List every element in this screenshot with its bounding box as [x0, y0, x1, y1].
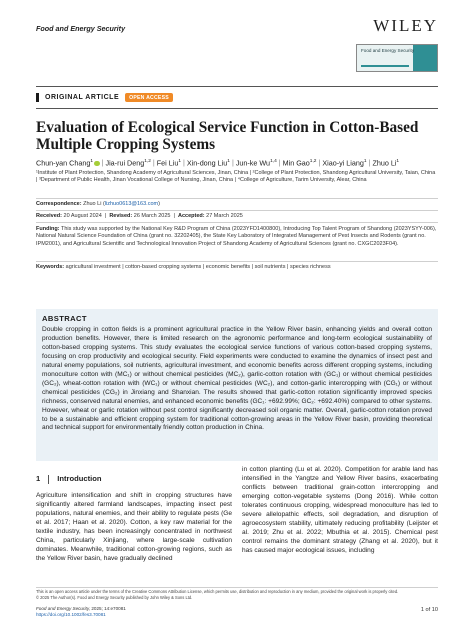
received-date: 20 August 2024 [63, 213, 102, 219]
author-name[interactable]: Chun-yan Chang [36, 158, 91, 168]
article-type-marker [36, 93, 39, 102]
open-access-badge: OPEN ACCESS [125, 93, 173, 102]
author-affiliation-marker: 1 [178, 159, 182, 164]
wiley-logo[interactable]: WILEY [373, 16, 438, 35]
section-number: 1 [36, 474, 41, 484]
accepted-date: 27 March 2025 [206, 213, 243, 219]
funding-label: Funding: [36, 226, 60, 232]
author-affiliation-marker: 1,4 [270, 159, 277, 164]
divider [36, 198, 438, 199]
abstract-heading: ABSTRACT [42, 314, 87, 323]
body-column-left [36, 475, 232, 564]
abstract-box [36, 309, 438, 461]
author-separator: | [368, 158, 371, 168]
keywords-label: Keywords: [36, 264, 65, 270]
author-name[interactable]: Min Gao [282, 158, 310, 168]
cover-decoration [361, 65, 409, 67]
author-name[interactable]: Xiao-yi Liang [322, 158, 364, 168]
author-affiliation-marker: 1 [90, 159, 94, 164]
page-number: 1 of 10 [420, 607, 438, 613]
keywords [36, 264, 438, 271]
correspondence-close: ) [158, 201, 160, 207]
divider [36, 261, 438, 262]
license-text: This is an open access article under the terms of the Creative Commons Attribution License, which permits use, distribution and reproduction in any medium, provided the original work is properly cited. [36, 589, 399, 594]
article-type-label: ORIGINAL ARTICLE [45, 94, 120, 101]
author-name[interactable]: Zhuo Li [372, 158, 397, 168]
received-label: Received: [36, 213, 62, 219]
author-separator: | [101, 158, 104, 168]
header-rule [36, 86, 438, 87]
revised-date: 26 March 2025 [133, 213, 171, 219]
footer-rule [36, 587, 438, 588]
section-heading-introduction [36, 475, 232, 484]
author-affiliation-marker: 1 [363, 159, 367, 164]
copyright-text: © 2025 The Author(s). Food and Energy Security published by John Wiley & Sons Ltd. [36, 594, 193, 600]
article-dates: Received: 20 August 2024 | Revised: 26 March 2025 | Accepted: 27 March 2025 [36, 213, 243, 219]
introduction-paragraph-right: in cotton planting (Lu et al. 2020). Competition for arable land has intensified in the Yangtze and Yellow River basins, exacerbating conflicts between traditional grain-cotton intercropping and emerging cotton-vegetable systems (Dong 2016). While cotton tolerates continuous cropping, widespread monoculture has led to severe allelopathic effects, soil degradation, and disruption of agroecosystem stability, ultimately reducing profitability (Leijster et al. 2019; Zhu et al. 2022; Mbuthia et al. 2015). Chemical pest control remains the dominant strategy (Zhang et al. 2020), but it has caused major ecological issues, including [242, 466, 438, 554]
funding-text: This study was supported by the National Key R&D Program of China (2023YFD1400800), Introducing Top Talent Program of Shandong (2023YSYY-006), National Natural Science Foundation of China (grant no. 32202405), the State Key Laboratory of Integrated Management of Pest Insects and Rodents (grant no. IPM2001), and Agricultural Scientific and Technological Innovation Project of Shandong Academy of Agricultural Sciences (grant no. CXGC2023F04). [36, 226, 437, 247]
author-separator: | [278, 158, 281, 168]
citation-volume: 2025; 14:e70081 [90, 606, 126, 611]
body-column-right [242, 466, 438, 556]
section-divider [48, 475, 49, 484]
abstract-text: Double cropping in cotton fields is a prominent agricultural practice in the Yellow River basin, enhancing yields and overall cotton production benefits. However, there is limited research on the agronomic performance and long-term ecological sustainability of cotton-based cropping systems. This study evaluates the ecological service functions of various cotton-based cropping systems, focusing on crop productivity and ecological security. Field experiments were conducted to examine the dynamics of insect pest and natural enemy populations, soil nutrients, agricultural investment, and economic benefits across different cropping systems, including monoculture cotton with (MC₁) or without chemical pesticides (MC₂), garlic-cotton rotation with (GC₁) or without chemical pesticides (GC₂), wheat-cotton rotation with (WC₁) or without chemical pesticides (WC₂), and cotton-garlic intercropping with (CG₁) or without chemical pesticides (CG₂) in Jinxiang and Shanxian. The results showed that garlic-cotton rotation significantly improved species richness, conserved natural enemies, and enhanced economic benefits (GC₁: +692.99%; GC₂: +692.40%) compared to other systems. However, wheat or garlic rotation without pest control significantly decreased soil organic matter. Overall, garlic-cotton rotation proved to be a sustainable and efficient cropping system for traditional cotton-growing areas in the Yellow River basin, providing theoretical and technical support for environmentally friendly cotton production in China. [42, 326, 432, 432]
author-separator: | [183, 158, 185, 168]
author-name[interactable]: Xin-dong Liu [186, 158, 228, 168]
license-note [36, 589, 438, 601]
accepted-label: Accepted: [178, 213, 205, 219]
revised-label: Revised: [109, 213, 133, 219]
author-separator: | [231, 158, 234, 168]
affiliations: ¹Institute of Plant Protection, Shandong Academy of Agricultural Sciences, Jinan, China | ²College of Plant Protection, Shandong Agricultural University, Taian, China | ³Department of Public Health, Jinan Vocational College of Nursing, Jinan, China | ⁴College of Agriculture, Tarim University, Alear, China [36, 170, 436, 184]
author-affiliation-marker: 1 [396, 159, 400, 164]
cover-title: Food and Energy Security [361, 48, 415, 53]
keywords-text: agricultural investment | cotton-based cropping systems | economic benefits | soil nutrients | species richness [65, 264, 331, 270]
section-title: Introduction [57, 474, 102, 484]
citation-journal: Food and Energy Security, [36, 606, 91, 611]
journal-cover-thumbnail[interactable] [356, 44, 438, 72]
article-type-rule [36, 108, 438, 109]
correspondence-name: Zhuo Li ( [83, 201, 105, 207]
author-name[interactable]: Jun-ke Wu [235, 158, 271, 168]
orcid-icon[interactable] [94, 161, 100, 167]
author-name[interactable]: Fei Liu [156, 158, 179, 168]
divider [36, 210, 438, 211]
correspondence-email-link[interactable]: lizhuo0613@163.com [104, 201, 159, 207]
citation-footer [36, 606, 438, 618]
author-separator: | [318, 158, 321, 168]
article-title: Evaluation of Ecological Service Function in Cotton-Based Multiple Cropping Systems [36, 119, 419, 153]
author-list [36, 157, 438, 168]
correspondence [36, 201, 438, 208]
doi-link[interactable]: https://doi.org/10.1002/fes3.70081 [36, 612, 106, 617]
author-separator: | [152, 158, 155, 168]
introduction-paragraph-left: Agriculture intensification and shift in cropping structures have significantly altered farmland landscapes, impacting insect pest populations, natural enemies, and their ability to regulate pests (Ge et al. 2017; Haan et al. 2020). Cotton, a key raw material for the textile industry, has been increasingly concentrated in northwest China, particularly Xinjiang, where large-scale cultivation dominates. Meanwhile, traditional cotton-growing regions, such as the Yellow River basin, have gradually declined [36, 492, 232, 562]
article-type [36, 93, 173, 102]
author-affiliation-marker: 1,2 [309, 159, 317, 164]
author-affiliation-marker: 1 [227, 159, 230, 164]
divider [36, 222, 438, 223]
journal-name: Food and Energy Security [36, 24, 126, 33]
correspondence-label: Correspondence: [36, 201, 82, 207]
author-affiliation-marker: 1,2 [144, 159, 151, 164]
funding [36, 226, 438, 248]
author-name[interactable]: Jia-rui Deng [105, 158, 145, 168]
